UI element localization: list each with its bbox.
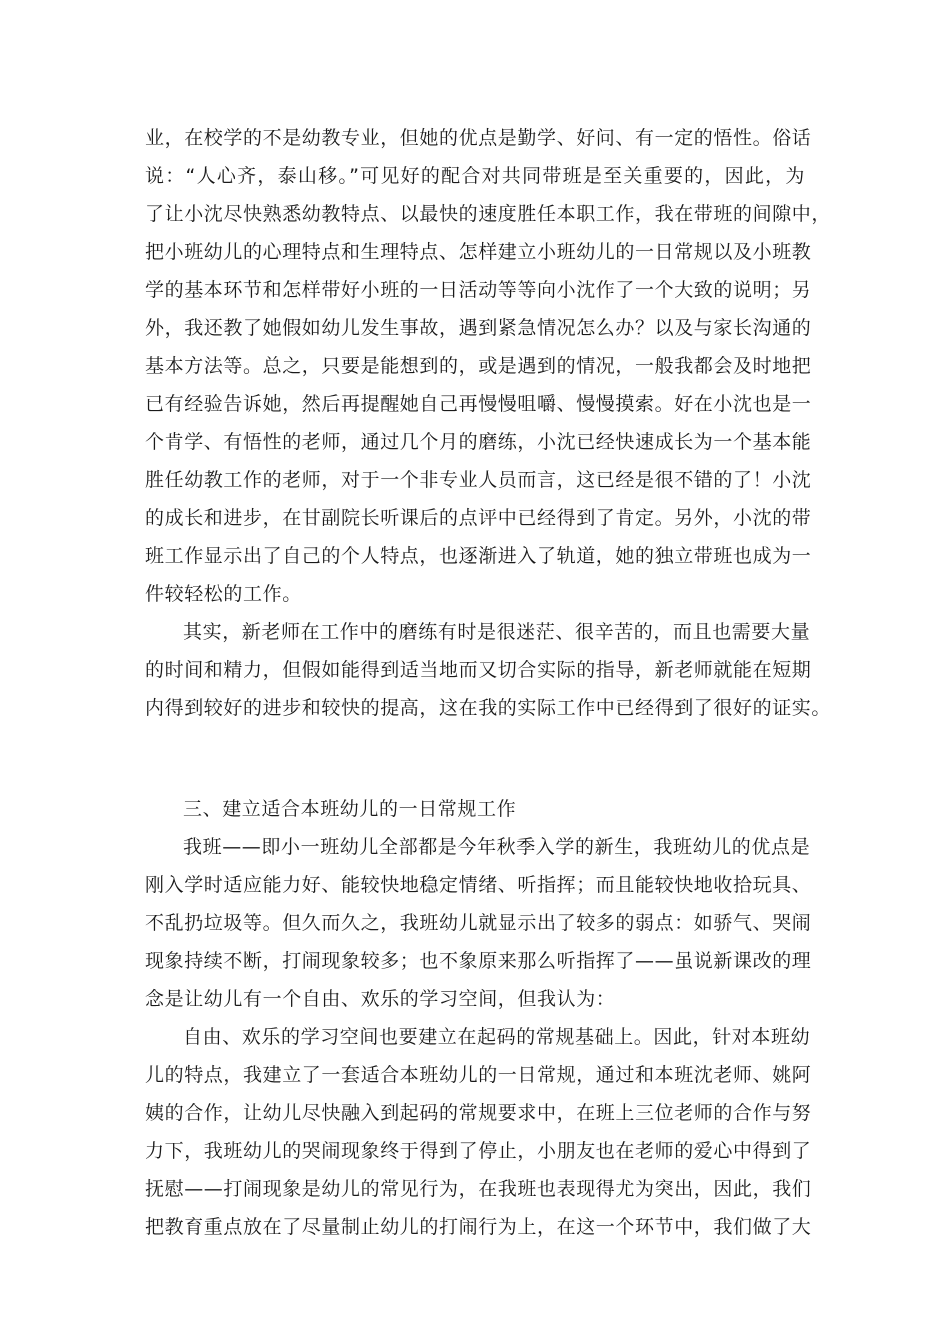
text-line: 业，在校学的不是幼教专业，但她的优点是勤学、好问、有一定的悟性。俗话 (145, 127, 812, 149)
paragraph-first-line: 我班——即小一班幼儿全部都是今年秋季入学的新生，我班幼儿的优点是 (183, 836, 811, 858)
text-line: 把小班幼儿的心理特点和生理特点、怎样建立小班幼儿的一日常规以及小班教 (145, 241, 812, 263)
text-line: 个肯学、有悟性的老师，通过几个月的磨练，小沈已经快速成长为一个基本能 (145, 431, 812, 453)
text-line: 内得到较好的进步和较快的提高，这在我的实际工作中已经得到了很好的证实。 (145, 697, 832, 719)
paragraph-first-line: 其实，新老师在工作中的磨练有时是很迷茫、很辛苦的，而且也需要大量 (183, 621, 811, 643)
text-line: 班工作显示出了自己的个人特点，也逐渐进入了轨道，她的独立带班也成为一 (145, 545, 812, 567)
text-line: 了让小沈尽快熟悉幼教特点、以最快的速度胜任本职工作，我在带班的间隙中， (145, 203, 832, 225)
text-line: 不乱扔垃圾等。但久而久之，我班幼儿就显示出了较多的弱点：如骄气、哭闹 (145, 912, 812, 934)
text-line: 的时间和精力，但假如能得到适当地而又切合实际的指导，新老师就能在短期 (145, 659, 812, 681)
text-line: 的成长和进步，在甘副院长听课后的点评中已经得到了肯定。另外，小沈的带 (145, 507, 812, 529)
text-line: 基本方法等。总之，只要是能想到的，或是遇到的情况，一般我都会及时地把 (145, 355, 812, 377)
text-line: 儿的特点，我建立了一套适合本班幼儿的一日常规，通过和本班沈老师、姚阿 (145, 1064, 812, 1086)
paragraph-first-line: 自由、欢乐的学习空间也要建立在起码的常规基础上。因此，针对本班幼 (183, 1026, 811, 1048)
text-line: 胜任幼教工作的老师，对于一个非专业人员而言，这已经是很不错的了！小沈 (145, 469, 812, 491)
text-line: 念是让幼儿有一个自由、欢乐的学习空间，但我认为： (145, 988, 616, 1010)
text-line: 抚慰——打闹现象是幼儿的常见行为，在我班也表现得尤为突出，因此，我们 (145, 1178, 812, 1200)
text-line: 力下，我班幼儿的哭闹现象终于得到了停止，小朋友也在老师的爱心中得到了 (145, 1140, 812, 1162)
text-line: 件较轻松的工作。 (145, 583, 302, 605)
text-line: 刚入学时适应能力好、能较快地稳定情绪、听指挥；而且能较快地收拾玩具、 (145, 874, 812, 896)
text-line: 把教育重点放在了尽量制止幼儿的打闹行为上，在这一个环节中，我们做了大 (145, 1216, 812, 1238)
text-line: 学的基本环节和怎样带好小班的一日活动等等向小沈作了一个大致的说明；另 (145, 279, 812, 301)
text-line: 说：“人心齐，泰山移。”可见好的配合对共同带班是至关重要的，因此，为 (145, 165, 805, 187)
section-heading: 三、建立适合本班幼儿的一日常规工作 (183, 798, 517, 820)
text-line: 现象持续不断，打闹现象较多；也不象原来那么听指挥了——虽说新课改的理 (145, 950, 812, 972)
text-line: 姨的合作，让幼儿尽快融入到起码的常规要求中，在班上三位老师的合作与努 (145, 1102, 812, 1124)
text-line: 外，我还教了她假如幼儿发生事故，遇到紧急情况怎么办？以及与家长沟通的 (145, 317, 812, 339)
text-line: 已有经验告诉她，然后再提醒她自己再慢慢咀嚼、慢慢摸索。好在小沈也是一 (145, 393, 812, 415)
